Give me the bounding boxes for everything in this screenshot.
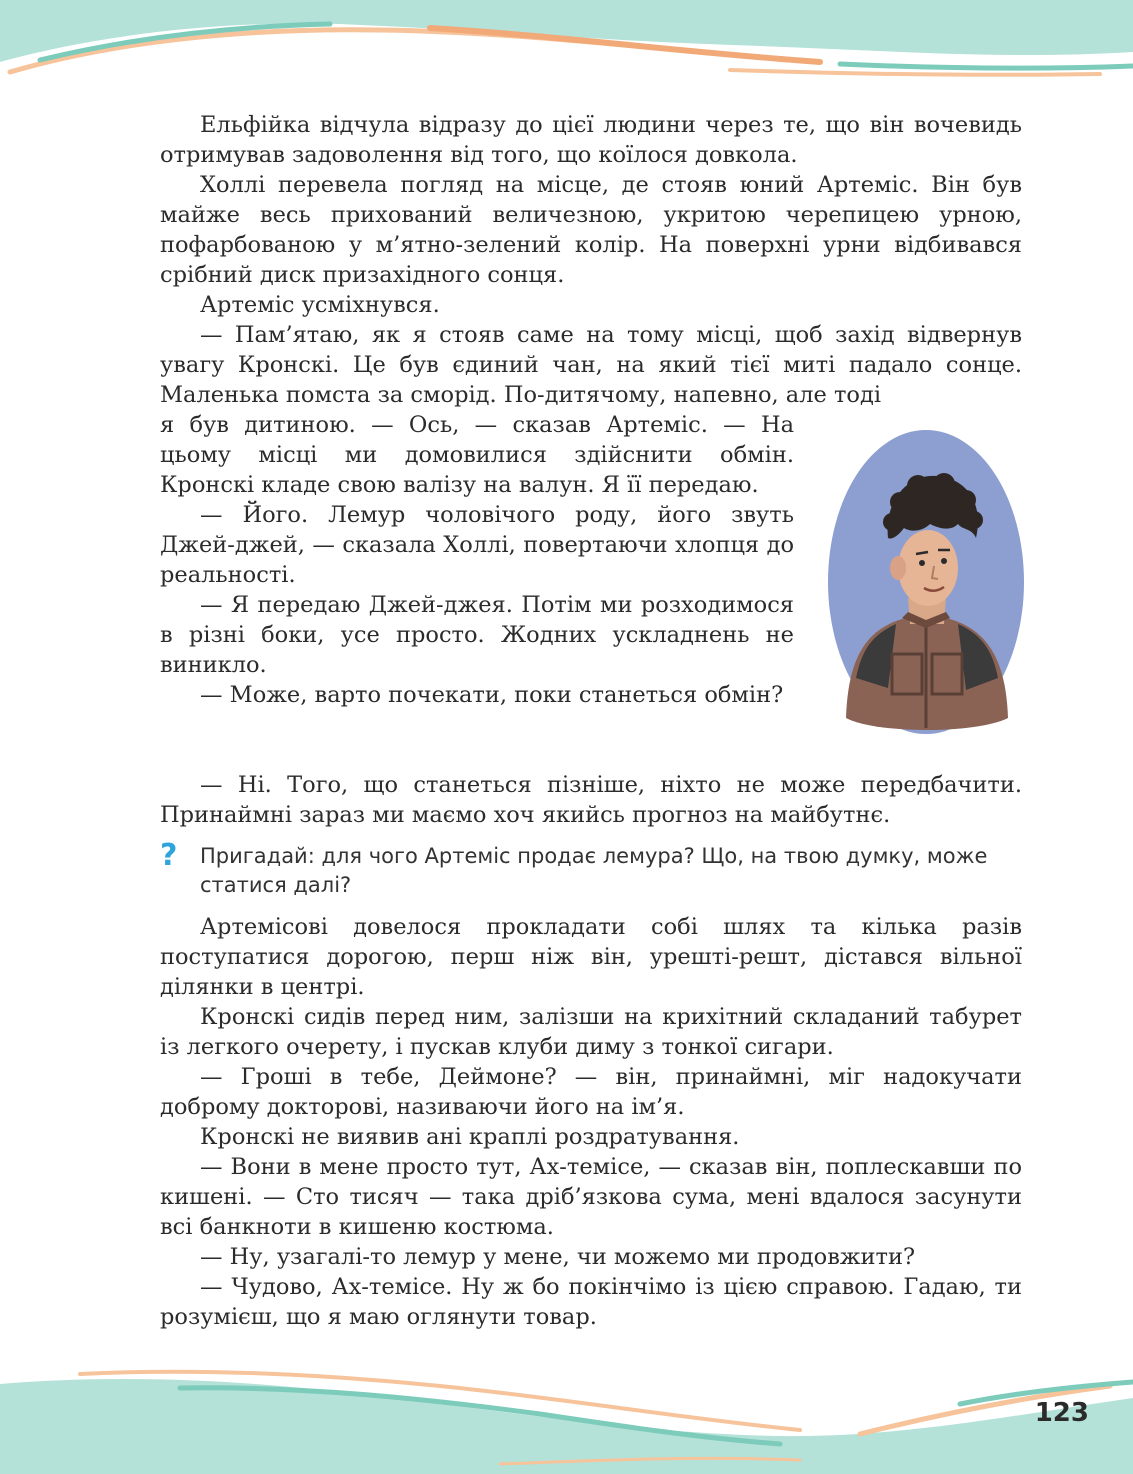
paragraph: — Чудово, Ах-темісе. Ну ж бо покінчімо із цією справою. Гадаю, ти розумієш, що я маю оглянути товар. bbox=[160, 1274, 1022, 1330]
top-wave-decoration bbox=[0, 0, 1133, 90]
paragraph: — Гроші в тебе, Деймоне? — він, принаймні, міг надокучати доброму докторові, називаючи його на ім’я. bbox=[160, 1064, 1022, 1120]
paragraph: Кронскі сидів перед ним, залізши на крихітний складаний табурет із легкого очерету, і пускав клуби диму з тонкої сигари. bbox=[160, 1004, 1022, 1060]
paragraph: — Його. Лемур чоловічого роду, його звуть Джей-джей, — сказала Холлі, повертаючи хлопця до реальності. bbox=[160, 502, 794, 588]
question-mark-icon: ? bbox=[160, 838, 178, 873]
paragraph: Кронскі не виявив ані краплі роздратування. bbox=[200, 1124, 740, 1150]
paragraph: я був дитиною. — Ось, — сказав Артеміс. — На цьому місці ми домовилися здійснити обмін. Кронскі кладе свою валізу на валун. Я її передаю. bbox=[160, 412, 794, 498]
bottom-wave-decoration bbox=[0, 1364, 1133, 1474]
question-prompt bbox=[160, 838, 1030, 900]
paragraph: — Ні. Того, що станеться пізніше, ніхто не може передбачити. Принаймні зараз ми маємо хоч якийсь прогноз на майбутнє. bbox=[160, 772, 1022, 828]
paragraph: Ельфійка відчула відразу до цієї людини через те, що він вочевидь отримував задоволення від того, що коїлося довкола. bbox=[160, 112, 1022, 168]
paragraph: Артемісові довелося прокладати собі шлях та кілька разів поступатися дорогою, перш ніж він, урешті-решт, дістався вільної ділянки в центрі. bbox=[160, 914, 1022, 1000]
story-text-bottom bbox=[160, 912, 1022, 1332]
story-text-mid bbox=[160, 770, 1022, 830]
paragraph: — Я передаю Джей-джея. Потім ми розходимося в різні боки, усе просто. Жодних ускладнень не виникло. bbox=[160, 592, 794, 678]
paragraph: Артеміс усміхнувся. bbox=[200, 292, 440, 318]
paragraph: — Ну, узагалі-то лемур у мене, чи можемо ми продовжити? bbox=[200, 1244, 916, 1270]
story-text-top bbox=[160, 110, 1022, 410]
story-text-wrap bbox=[160, 410, 794, 710]
paragraph: — Пам’ятаю, як я стояв саме на тому місці, щоб захід відвернув увагу Кронскі. Це був єдиний чан, на який тієї миті падало сонце. Маленька помста за сморід. По-дитячому, напевно, але тоді bbox=[160, 322, 1022, 408]
paragraph: — Вони в мене просто тут, Ах-темісе, — сказав він, поплескавши по кишені. — Сто тисяч — така дріб’язкова сума, мені вдалося засунути всі банкноти в кишеню костюма. bbox=[160, 1154, 1022, 1240]
question-text: Пригадай: для чого Артеміс продає лемура? Що, на твою думку, може статися далі? bbox=[200, 844, 988, 897]
paragraph: — Може, варто почекати, поки станеться обмін? bbox=[200, 682, 784, 708]
boy-portrait-illustration bbox=[826, 428, 1026, 736]
paragraph: Холлі перевела погляд на місце, де стояв юний Артеміс. Він був майже весь прихований величезною, укритою черепицею урною, пофарбованою у м’ятно-зелений колір. На поверхні урни відбивався срібний диск призахідного сонця. bbox=[160, 172, 1022, 288]
page-number: 123 bbox=[1034, 1398, 1089, 1428]
